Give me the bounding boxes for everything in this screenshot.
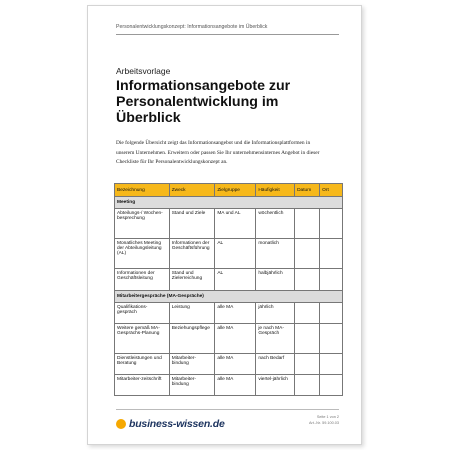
- table-cell: AL: [215, 239, 256, 269]
- intro-paragraph: Die folgende Übersicht zeigt das Informationsangebot und die Informationsplattformen in unserem Unternehmen. Erweitern oder passen Sie Ihr unternehmensinternes Angebot in dieser Checkliste für Ihr Personalentwicklungskonzept an.: [116, 140, 320, 165]
- footer-divider: [116, 409, 339, 410]
- document-title: Informationsangebote zur Personalentwicklung im Überblick: [116, 78, 291, 126]
- date-cell[interactable]: [295, 303, 320, 324]
- table-cell: halbjährlich: [256, 269, 295, 291]
- table-cell: Beziehungspflege: [169, 324, 215, 354]
- table-row: [115, 354, 343, 375]
- table-row: [115, 375, 343, 396]
- page-info: [309, 414, 339, 426]
- date-cell[interactable]: [295, 209, 320, 239]
- page-number: Seite 1 von 2: [316, 415, 339, 419]
- table-cell: Mitarbeiter-zeitschrift: [115, 375, 170, 396]
- table-cell: Mitarbeiter-bindung: [169, 354, 215, 375]
- table-cell: Abteilungs-/ Wochen-besprechung: [115, 209, 170, 239]
- section-row-mitarbeitergespraeche: [115, 291, 343, 303]
- column-header-zweck: Zweck: [169, 184, 215, 197]
- article-number: Art.-Nr. 59.100.03: [309, 421, 339, 425]
- table-cell: je nach MA-Gespräch: [256, 324, 295, 354]
- section-row-meeting: [115, 197, 343, 209]
- date-cell[interactable]: [295, 354, 320, 375]
- document-header: Personalentwicklungskonzept: Informationsangebote im Überblick: [116, 24, 268, 30]
- table-row: [115, 269, 343, 291]
- section-title: Mitarbeitergespräche (MA-Gespräche): [115, 291, 343, 303]
- date-cell[interactable]: [295, 375, 320, 396]
- table-row: [115, 303, 343, 324]
- document-page: [87, 5, 362, 445]
- column-header-zielgruppe: Zielgruppe: [215, 184, 256, 197]
- table-cell: AL: [215, 269, 256, 291]
- column-header-haeufigkeit: Häufigkeit: [256, 184, 295, 197]
- table-cell: Qualifikations-gespräch: [115, 303, 170, 324]
- section-title: Meeting: [115, 197, 343, 209]
- table-cell: alle MA: [215, 354, 256, 375]
- location-cell[interactable]: [320, 324, 343, 354]
- checklist-table: [114, 183, 343, 396]
- table-cell: alle MA: [215, 324, 256, 354]
- location-cell[interactable]: [320, 375, 343, 396]
- table-cell: Leistung: [169, 303, 215, 324]
- table-row: [115, 324, 343, 354]
- column-header-ort: Ort: [320, 184, 343, 197]
- date-cell[interactable]: [295, 239, 320, 269]
- location-cell[interactable]: [320, 303, 343, 324]
- date-cell[interactable]: [295, 269, 320, 291]
- location-cell[interactable]: [320, 269, 343, 291]
- table-cell: wöchentlich: [256, 209, 295, 239]
- table-row: [115, 239, 343, 269]
- table-cell: nach Bedarf: [256, 354, 295, 375]
- brand-logo[interactable]: [116, 418, 225, 430]
- table-cell: Dienstleistungen und Beratung: [115, 354, 170, 375]
- table-cell: Stand und Ziele: [169, 209, 215, 239]
- table-cell: Informationen der Geschäftsleitung: [115, 269, 170, 291]
- column-header-datum: Datum: [295, 184, 320, 197]
- table-cell: alle MA: [215, 375, 256, 396]
- table-header-row: [115, 184, 343, 197]
- header-divider: [116, 34, 339, 35]
- document-kicker: Arbeitsvorlage: [116, 66, 171, 76]
- table-cell: Mitarbeiter-bindung: [169, 375, 215, 396]
- table-cell: MA und AL: [215, 209, 256, 239]
- table-cell: Monatliches Meeting der Abteilungsleitung (AL): [115, 239, 170, 269]
- table-cell: alle MA: [215, 303, 256, 324]
- location-cell[interactable]: [320, 209, 343, 239]
- table-cell: viertel-jährlich: [256, 375, 295, 396]
- logo-text: business-wissen.de: [129, 418, 225, 430]
- table-cell: monatlich: [256, 239, 295, 269]
- table-row: [115, 209, 343, 239]
- location-cell[interactable]: [320, 239, 343, 269]
- table-cell: jährlich: [256, 303, 295, 324]
- date-cell[interactable]: [295, 324, 320, 354]
- table-cell: Informationen der Geschäftsführung: [169, 239, 215, 269]
- table-cell: Stand und Zielerreichung: [169, 269, 215, 291]
- table-cell: Weitere gemäß MA-Gesprächs-Planung: [115, 324, 170, 354]
- logo-dot-icon: [116, 419, 126, 429]
- location-cell[interactable]: [320, 354, 343, 375]
- column-header-bezeichnung: Bezeichnung: [115, 184, 170, 197]
